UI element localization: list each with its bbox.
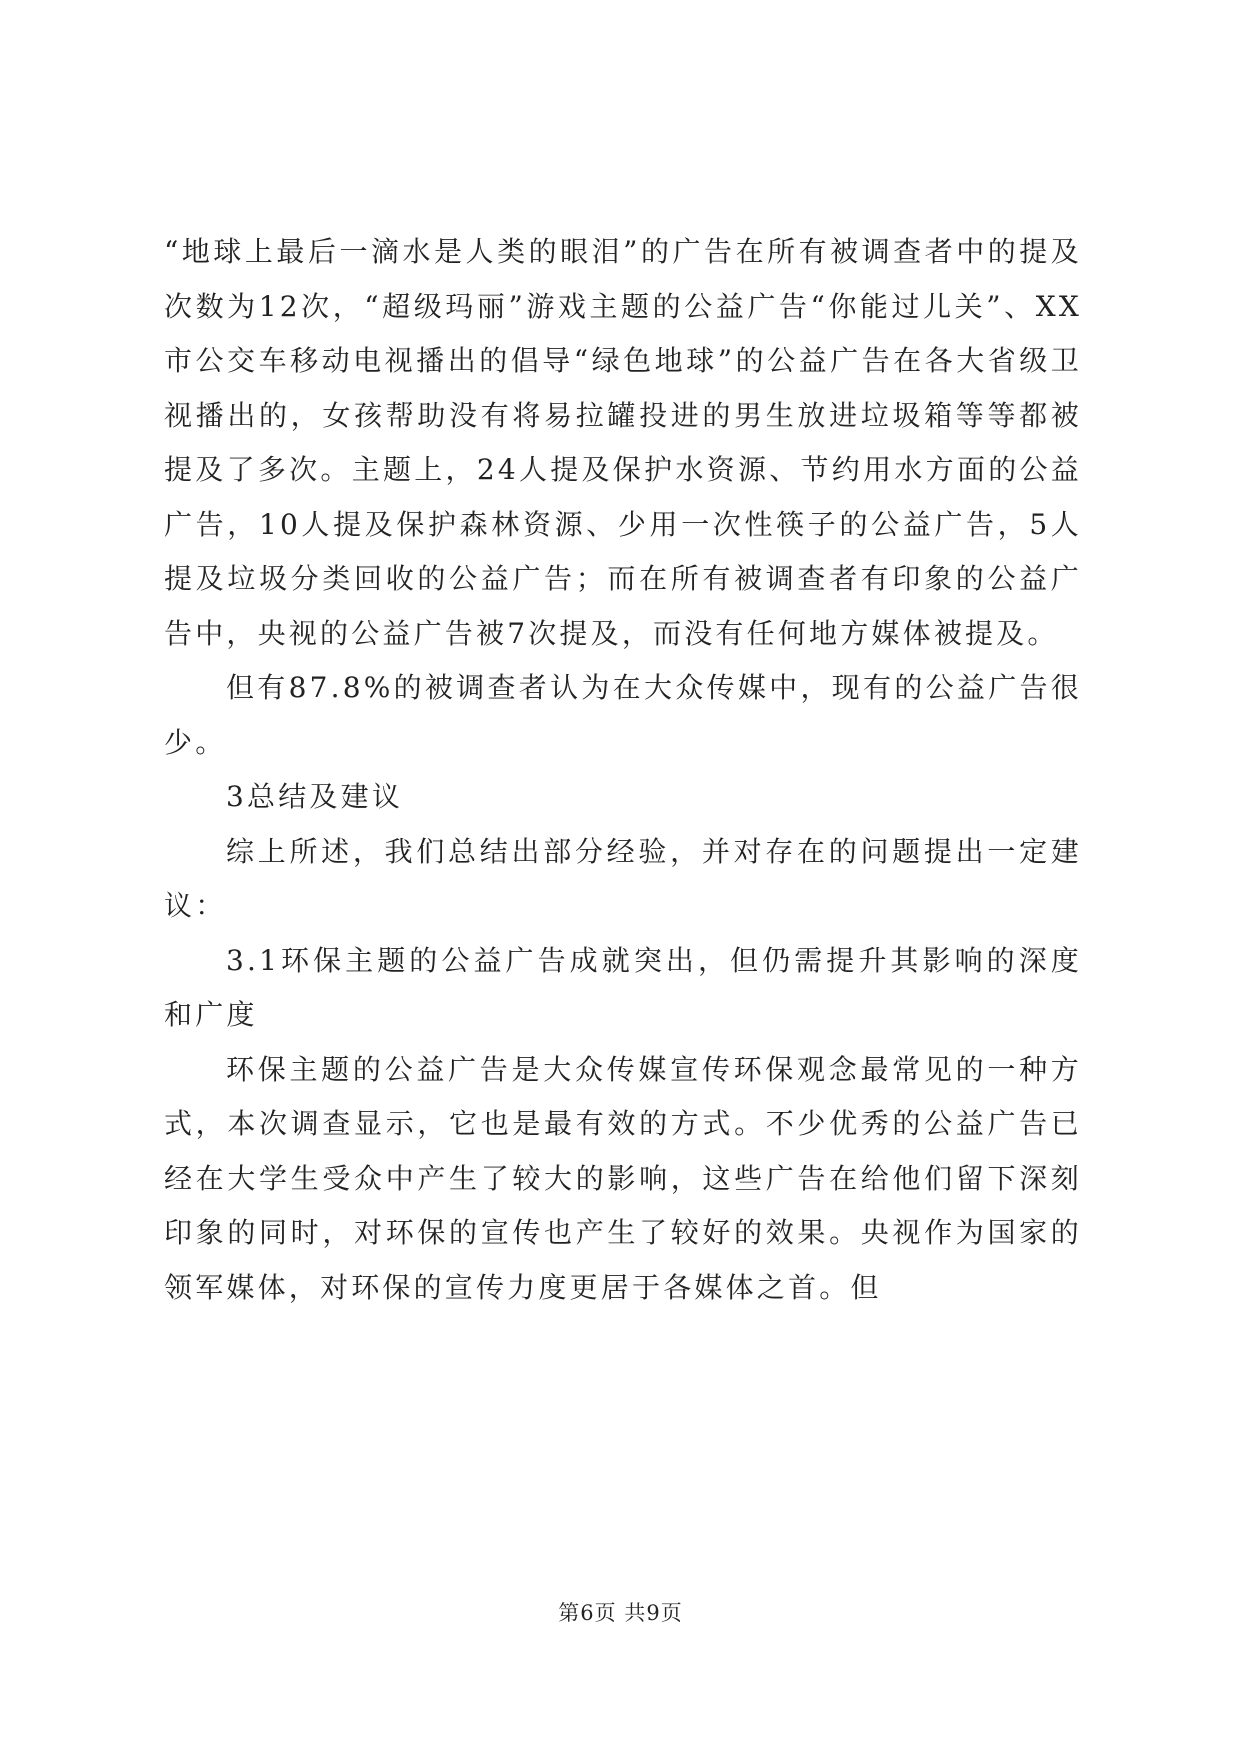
paragraph-environmental-ads: 环保主题的公益广告是大众传媒宣传环保观念最常见的一种方式，本次调查显示，它也是最有效的方式。不少优秀的公益广告已经在大学生受众中产生了较大的影响，这些广告在给他们留下深刻印象的同时，对环保的宣传也产生了较好的效果。央视作为国家的领军媒体，对环保的宣传力度更居于各媒体之首。但 — [164, 1052, 1082, 1304]
section-heading-summary: 3总结及建议 — [226, 780, 404, 813]
paragraph-summary-intro: 综上所述，我们总结出部分经验，并对存在的问题提出一定建议： — [164, 834, 1082, 922]
paragraph-few-ads: 但有87.8%的被调查者认为在大众传媒中，现有的公益广告很少。 — [164, 671, 1082, 759]
page-number-footer: 第6页 共9页 — [558, 1601, 683, 1625]
document-body — [164, 225, 1082, 1315]
subsection-heading-3-1: 3.1环保主题的公益广告成就突出，但仍需提升其影响的深度和广度 — [164, 943, 1082, 1031]
paragraph-survey-results: “地球上最后一滴水是人类的眼泪”的广告在所有被调查者中的提及次数为12次，“超级玛丽”游戏主题的公益广告“你能过儿关”、XX市公交车移动电视播出的倡导“绿色地球”的公益广告在各大省级卫视播出的，女孩帮助没有将易拉罐投进的男生放进垃圾箱等等都被提及了多次。主题上，24人提及保护水资源、节约用水方面的公益广告，10人提及保护森林资源、少用一次性筷子的公益广告，5人提及垃圾分类回收的公益广告；而在所有被调查者有印象的公益广告中，央视的公益广告被7次提及，而没有任何地方媒体被提及。 — [164, 235, 1082, 650]
